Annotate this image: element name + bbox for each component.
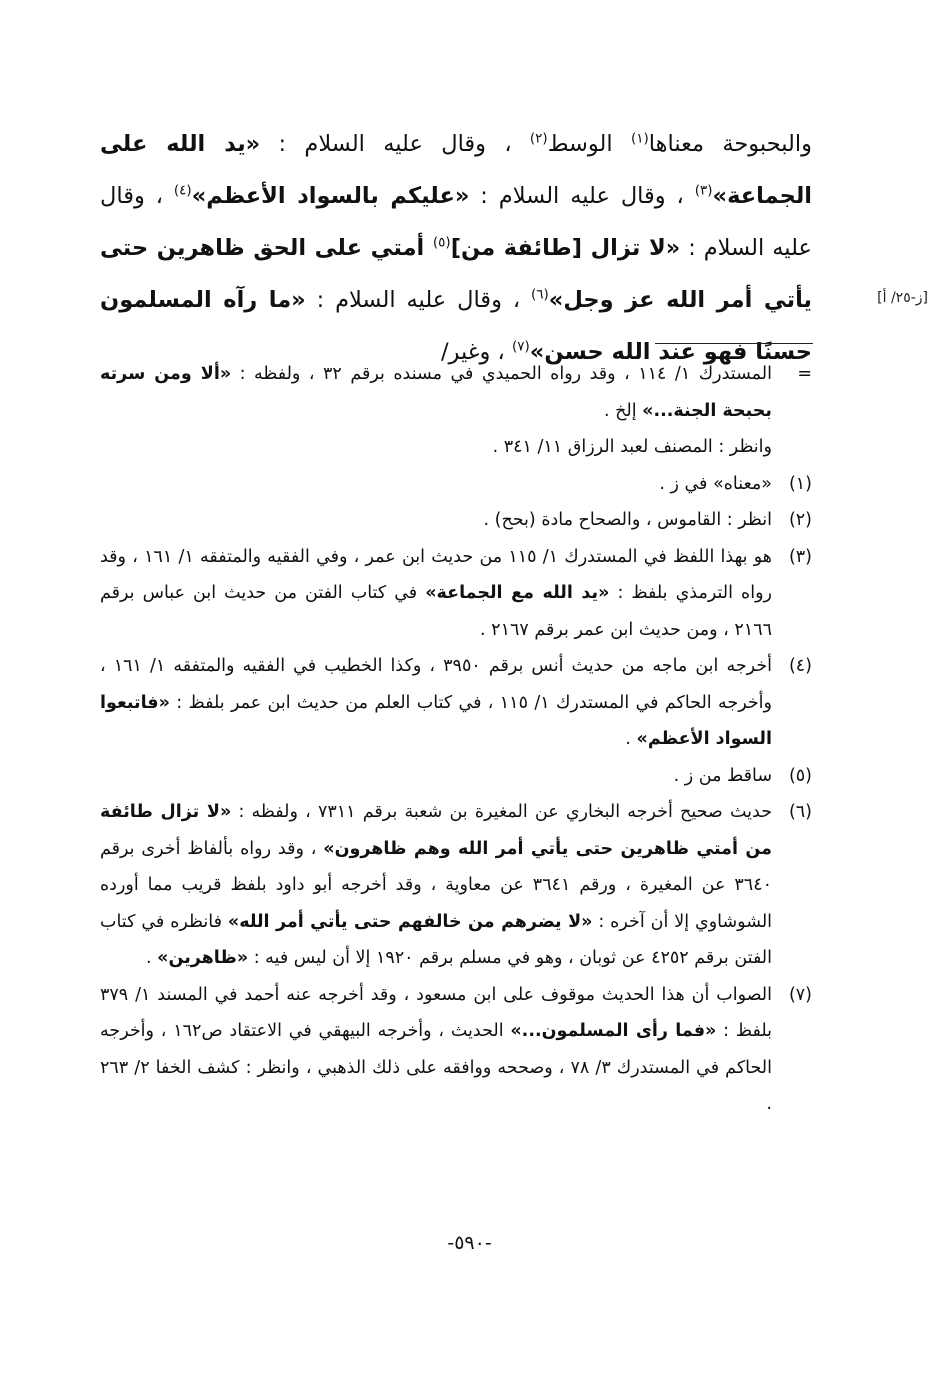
main-paragraph (100, 118, 812, 378)
footnote-text-part: الصواب أن هذا الحديث موقوف على ابن مسعود ، وقد أخرجه عنه أحمد في المسند ١/ ٣٧٩ بلفظ : (100, 984, 773, 1041)
text-segment: ، وغير/ (440, 339, 512, 365)
footnote-7 (100, 977, 812, 1123)
footnote-ref-3: (٣) (694, 182, 713, 199)
footnote-quote: «فما رأى المسلمون...» (510, 1021, 717, 1041)
footnote-quote: «فاتبعوا السواد الأعظم» (100, 692, 772, 749)
text-segment: ، وقال عليه السلام : (469, 183, 695, 209)
footnote-continuation (100, 356, 812, 429)
footnote-ref-1: (١) (630, 130, 649, 147)
text-segment: الوسط (547, 131, 631, 157)
footnote-text-part: . (146, 948, 158, 968)
footnote-quote: «ظاهرين» (157, 948, 249, 968)
footnote-ref-2: (٢) (529, 130, 548, 147)
footnote-text (100, 539, 772, 649)
text-segment: والبحبوحة معناها (648, 131, 812, 157)
footnote-6 (100, 794, 812, 977)
footnote-text-part: أخرجه ابن ماجه من حديث أنس برقم ٣٩٥٠ ، وكذا الخطيب في الفقيه والمتفقه ١/ ١٦١ ، وأخرجه الحاكم في المستدرك ١/ ١١٥ ، في كتاب العلم من حديث ابن عمر بلفظ : (100, 656, 773, 713)
footnote-text-part: المستدرك ١/ ١١٤ ، وقد رواه الحميدي في مسنده برقم ٣٢ ، ولفظه : (231, 364, 772, 384)
footnote-text-part: فانظره في كتاب الفتن برقم ٤٢٥٢ عن ثوبان ، وهو في مسلم برقم ١٩٢٠ إلا أن ليس فيه : (100, 911, 772, 968)
footnote-text (100, 648, 772, 758)
footnote-text (100, 356, 772, 429)
page-number: -٥٩٠- (447, 1232, 492, 1254)
footnote-text-part: في كتاب الفتن من حديث ابن عباس برقم ٢١٦٦ ، ومن حديث ابن عمر برقم ٢١٦٧ . (100, 583, 772, 640)
footnote-1 (100, 466, 812, 503)
footnote-quote: «لا يضرهم من خالفهم حتى يأتي أمر الله» (227, 911, 593, 932)
manuscript-folio-marker: [ز-٢٥/ أ] (877, 290, 928, 306)
footnote-quote: «يد الله مع الجماعة» (425, 583, 610, 603)
footnote-text-part: الحديث ، وأخرجه البيهقي في الاعتقاد ص١٦٢ ، وأخرجه الحاكم في المستدرك ٣/ ٧٨ ، وصححه ووافقه على ذلك الذهبي ، وانظر : كشف الخفا ٢/ ٢٦٣ . (100, 1021, 772, 1114)
footnote-2 (100, 502, 812, 539)
footnote-5 (100, 758, 812, 795)
footnote-number: (٤) (788, 656, 812, 676)
footnote-3 (100, 539, 812, 649)
footnote-number: (٧) (788, 984, 812, 1005)
continuation-marker: = (797, 364, 812, 384)
footnote-number: (٦) (788, 802, 812, 822)
footnote-text-part: ، وقد رواه بألفاظ أخرى برقم ٣٦٤٠ عن المغيرة ، ورقم ٣٦٤١ عن معاوية ، وقد أخرجه أبو داود بلفظ قريب مما أورده الشوشاوي إلا أن آخره : (100, 838, 773, 932)
main-text-block (100, 118, 812, 378)
footnote-number: (٥) (788, 765, 812, 786)
hadith-quote: «لا تزال [طائفة من] (450, 235, 681, 261)
footnote-text: انظر : القاموس ، والصحاح مادة (بحح) . (483, 510, 772, 530)
footnote-text (100, 794, 772, 977)
hadith-quote: «عليكم بالسواد الأعظم» (191, 183, 470, 209)
footnote-text-part: إلخ . (603, 400, 643, 421)
footnote-text-part: حديث صحيح أخرجه البخاري عن المغيرة بن شعبة برقم ٧٣١١ ، ولفظه : (231, 802, 773, 822)
footnote-continuation-line: وانظر : المصنف لعبد الرزاق ١١/ ٣٤١ . (492, 437, 772, 457)
hadith-quote: «ما رآه المسلمون حسنًا فهو عند الله حسن» (100, 287, 812, 365)
footnote-number: (١) (788, 473, 812, 494)
footnote-text: «معناه» في ز . (659, 473, 772, 494)
footnote-ref-4: (٤) (173, 182, 192, 199)
hadith-quote: «يد الله على الجماعة» (100, 131, 812, 209)
footnotes-block (100, 356, 812, 1123)
footnote-4 (100, 648, 812, 758)
footnote-text-part: . (625, 729, 637, 749)
text-segment: ، وقال عليه السلام : (100, 183, 812, 261)
text-segment: ، وقال عليه السلام : (260, 131, 530, 157)
footnote-text (100, 977, 772, 1123)
footnote-quote: «ألا ومن سرته بحبحة الجنة...» (100, 364, 772, 421)
footnote-text-part: هو بهذا اللفظ في المستدرك ١/ ١١٥ من حديث ابن عمر ، وفي الفقيه والمتفقه ١/ ١٦١ ، وقد رواه الترمذي بلفظ : (100, 546, 772, 603)
text-segment: ، وقال عليه السلام : (305, 287, 531, 313)
hadith-quote: أمتي على الحق ظاهرين حتى يأتي أمر الله عز وجل» (100, 235, 812, 313)
footnote-quote: «لا تزال طائفة من أمتي ظاهرين حتى يأتي أمر الله وهم ظاهرون» (100, 802, 772, 859)
footnote-text: ساقط من ز . (673, 765, 772, 786)
footnote-separator (655, 343, 813, 344)
footnote-number: (٢) (788, 510, 812, 530)
footnote-ref-7: (٧) (511, 338, 530, 355)
footnote-number: (٣) (788, 546, 812, 567)
footnote-ref-6: (٦) (530, 286, 549, 303)
footnote-ref-5: (٥) (432, 234, 451, 251)
